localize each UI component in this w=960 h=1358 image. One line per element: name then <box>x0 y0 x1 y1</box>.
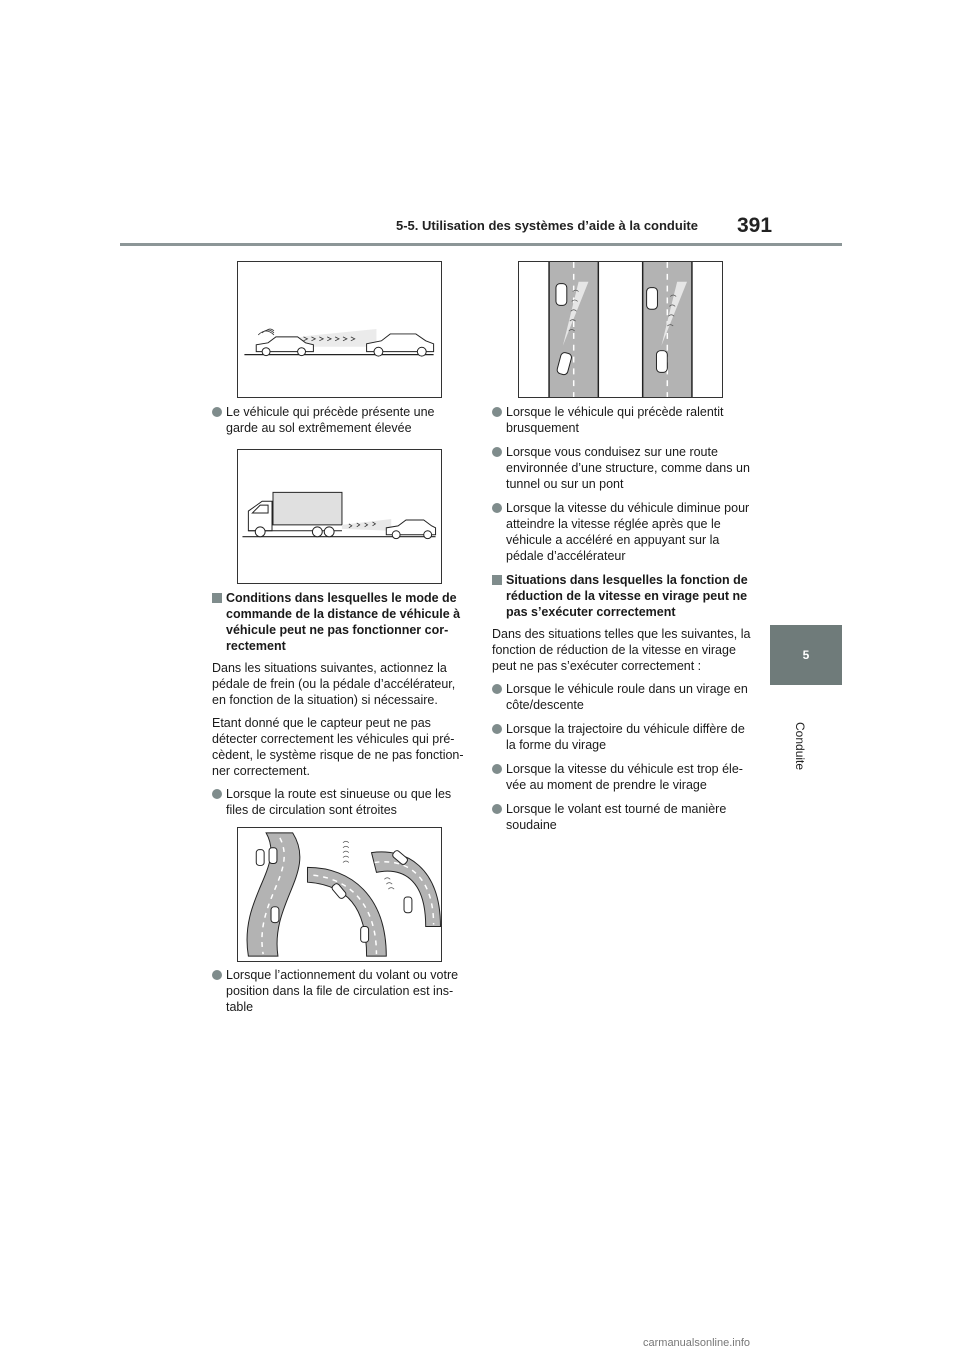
section-title: 5-5. Utilisation des systèmes d’aide à la conduite <box>396 218 698 233</box>
bullet-icon <box>492 503 502 513</box>
bullet-icon <box>492 804 502 814</box>
paragraph: Dans les situations suivantes, actionnez la pédale de frein (ou la pédale d’accélérateur, en fonction de la situation) si nécessaire. <box>212 661 456 707</box>
bullet-icon <box>492 684 502 694</box>
left-bullet-1: Le véhicule qui précède présente une garde au sol extrêmement élevée <box>212 404 466 444</box>
car-icon <box>271 907 279 923</box>
sudden-slowdown-illustration <box>519 262 722 397</box>
car-icon <box>404 897 412 913</box>
page-number: 391 <box>737 214 773 237</box>
car-icon <box>647 288 658 310</box>
winding-road-illustration <box>238 828 441 961</box>
chapter-label: Conduite <box>793 722 807 771</box>
bullet-icon <box>212 970 222 980</box>
chapter-tab: 5 <box>770 625 842 685</box>
left-bullet-3: Lorsque l’actionnement du volant ou votre position dans la file de circulation est ins-table <box>212 967 470 1023</box>
car-icon <box>269 848 277 864</box>
paragraph: Dans des situations telles que les suivantes, la fonction de réduction de la vitesse en virage peut ne pas s’exécuter correctement : <box>492 627 751 673</box>
bullet-icon <box>212 407 222 417</box>
bullet-icon <box>492 447 502 457</box>
own-car-icon <box>367 334 434 356</box>
section-square-icon <box>212 593 222 603</box>
car-icon <box>256 850 264 866</box>
bullet-icon <box>492 764 502 774</box>
truck-illustration <box>238 450 441 583</box>
paragraph: Etant donné que le capteur peut ne pas détecter correctement les véhicules qui pré-cèdent, le système risque de ne pas fonction-ner correctement. <box>212 716 464 778</box>
high-clearance-illustration <box>238 262 441 397</box>
section-heading: Conditions dans lesquelles le mode de commande de la distance de véhicule à véhicule peut ne pas fonctionner cor-rectement <box>226 591 461 653</box>
car-icon <box>361 927 369 943</box>
truck-wheel-icon <box>255 527 265 537</box>
figure-high-clearance <box>237 261 442 398</box>
watermark: carmanualsonline.info <box>643 1337 751 1349</box>
section-heading: Situations dans lesquelles la fonction de réduction de la vitesse en virage peut ne pas s’exécuter correctement <box>506 573 748 619</box>
left-column-body: Conditions dans lesquelles le mode de commande de la distance de véhicule à véhicule peut ne pas fonctionner cor-rectement Dans les situations suivantes, actionnez la pédale de frein (ou la pédale d’accélérateur, en fonction de la situation) si nécessaire. Etant donné que le capteur peut ne pas détecter correctement les véhicules qui pré-cèdent, le système risque de ne pas fonction-ner correctement. Lorsque la route est sinueuse ou que les files de circulation sont étroites <box>212 590 472 826</box>
truck-wheel-icon <box>312 527 322 537</box>
truck-wheel-icon <box>324 527 334 537</box>
figure-truck <box>237 449 442 584</box>
bullet-icon <box>212 789 222 799</box>
figure-winding-road <box>237 827 442 962</box>
figure-sudden-slowdown <box>518 261 723 398</box>
car-icon <box>556 284 567 306</box>
bullet-icon <box>492 724 502 734</box>
header-divider <box>120 243 842 246</box>
own-car-icon <box>386 520 435 539</box>
car-icon <box>656 351 667 373</box>
section-square-icon <box>492 575 502 585</box>
bullet-icon <box>492 407 502 417</box>
right-column-body: Lorsque le véhicule qui précède ralentit brusquement Lorsque vous conduisez sur une route environnée d’une structure, comme dans un tunnel ou sur un pont Lorsque la vitesse du véhicule diminue pour atteindre la vitesse réglée après que le véhicule a accéléré en appuyant sur la pédale d’accélérateur Situations dans lesquelles la fonction de réduction de la vitesse en virage peut ne pas s’exécuter correctement Dans des situations telles que les suivantes, la fonction de réduction de la vitesse en virage peut ne pas s’exécuter correctement : Lorsque le véhicule roule dans un virage en côte/descente Lorsque la trajectoire du véhicule diffère de la forme du virage Lorsque la vitesse du véhicule est trop éle-vée au moment de prendre le virage Lorsque le volant est tourné de manière soudaine <box>492 404 754 841</box>
